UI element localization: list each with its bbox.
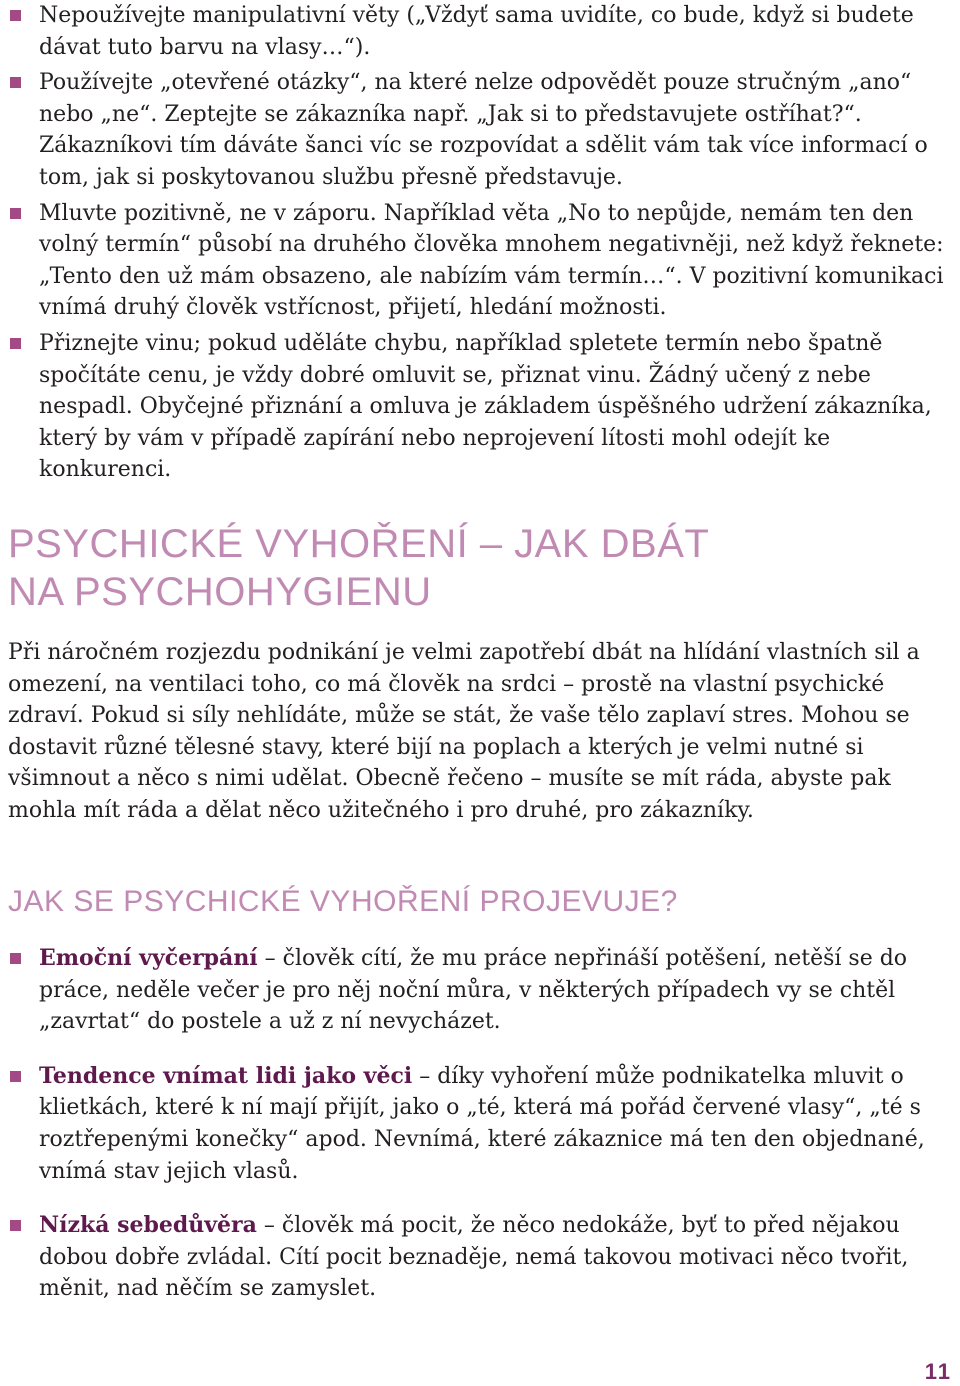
intro-paragraph: Při náročném rozjezdu podnikání je velmi zapotřebí dbát na hlídání vlastních sil a omezení, na ventilaci toho, co má člověk na srdci – prostě na vlastní psychické zdraví. Pokud si síly nehlídáte, může se stát, že vaše tělo zaplaví stres. Mohou se dostavit různé tělesné stavy, které bijí na poplach a kterých je velmi nutné si všimnout a něco s nimi udělat. Obecně řečeno – musíte se mít ráda, abyste pak mohla mít ráda a dělat něco užitečného i pro druhé, pro zákazníky. [8,640,920,823]
square-bullet-icon [10,953,21,964]
list-item-text: Používejte „otevřené otázky“, na které nelze odpovědět pouze stručným „ano“ nebo „ne“. Zeptejte se zákazníka např. „Jak si to představujete ostříhat?“. Zákazníkovi tím dáváte šanci víc se rozpovídat a sdělit vám tak více informací o tom, jak si poskytovanou službu přesně představuje. [39,70,928,190]
symptom-text: – člověk cítí, že mu práce nepřináší potěšení, netěší se do práce, neděle večer je pro něj noční můra, v některých případech vy se chtěl „zavrtat“ do postele a už z ní nevycházet. [39,946,908,1035]
list-item [0,0,960,63]
symptom-text: – díky vyhoření může podnikatelka mluvit o klietkách, které k ní mají přijít, jako o „té, která má pořád červené vlasy“, „té s roztřepenými konečky“ apod. Nevnímá, které zákaznice má ten den objednané, vnímá stav jejich vlasů. [39,1063,925,1184]
list-item [0,328,960,486]
square-bullet-icon [10,338,21,349]
list-item-text: Nepoužívejte manipulativní věty („Vždyť sama uvidíte, co bude, když si budete dávat tuto barvu na vlasy…“). [39,3,914,60]
symptom-text: – člověk má pocit, že něco nedokáže, byť to před nějakou dobou dobře zvládal. Cítí pocit beznaděje, nemá takovou motivaci něco tvořit, měnit, nad něčím se zamyslet. [39,1213,909,1302]
heading-line-2: NA PSYCHOHYGIENU [8,570,432,614]
list-item [0,943,960,1038]
square-bullet-icon [10,77,21,88]
list-item [0,1061,960,1187]
square-bullet-icon [10,1071,21,1082]
section-heading-burnout [8,520,808,616]
tips-list [0,0,960,486]
square-bullet-icon [10,1220,21,1231]
list-item [0,1210,960,1305]
symptom-term: Emoční vyčerpání [39,945,258,971]
square-bullet-icon [10,10,21,21]
list-item [0,67,960,193]
list-item [0,198,960,324]
square-bullet-icon [10,208,21,219]
page-number: 11 [924,1359,952,1384]
section-heading-symptoms: JAK SE PSYCHICKÉ VYHOŘENÍ PROJEVUJE? [8,885,678,918]
list-item-text: Mluvte pozitivně, ne v záporu. Například věta „No to nepůjde, nemám ten den volný termín“ působí na druhého člověka mnohem negativněji, než když řeknete: „Tento den už mám obsazeno, ale nabízím vám termín…“. V pozitivní komunikaci vnímá druhý člověk vstřícnost, přijetí, hledání možnosti. [39,200,944,321]
heading-line-1: PSYCHICKÉ VYHOŘENÍ – JAK DBÁT [8,522,710,566]
list-item-text: Přiznejte vinu; pokud uděláte chybu, například spletete termín nebo špatně spočítáte cenu, je vždy dobré omluvit se, přiznat vinu. Žádný učený z nebe nespadl. Obyčejné přiznání a omluva je základem úspěšného udržení zákazníka, který by vám v případě zapírání nebo neprojevení lítosti mohl odejít ke konkurenci. [39,330,932,483]
symptom-term: Nízká sebedůvěra [39,1212,257,1239]
symptoms-list [0,943,960,1305]
symptom-term: Tendence vnímat lidi jako věci [39,1062,413,1089]
